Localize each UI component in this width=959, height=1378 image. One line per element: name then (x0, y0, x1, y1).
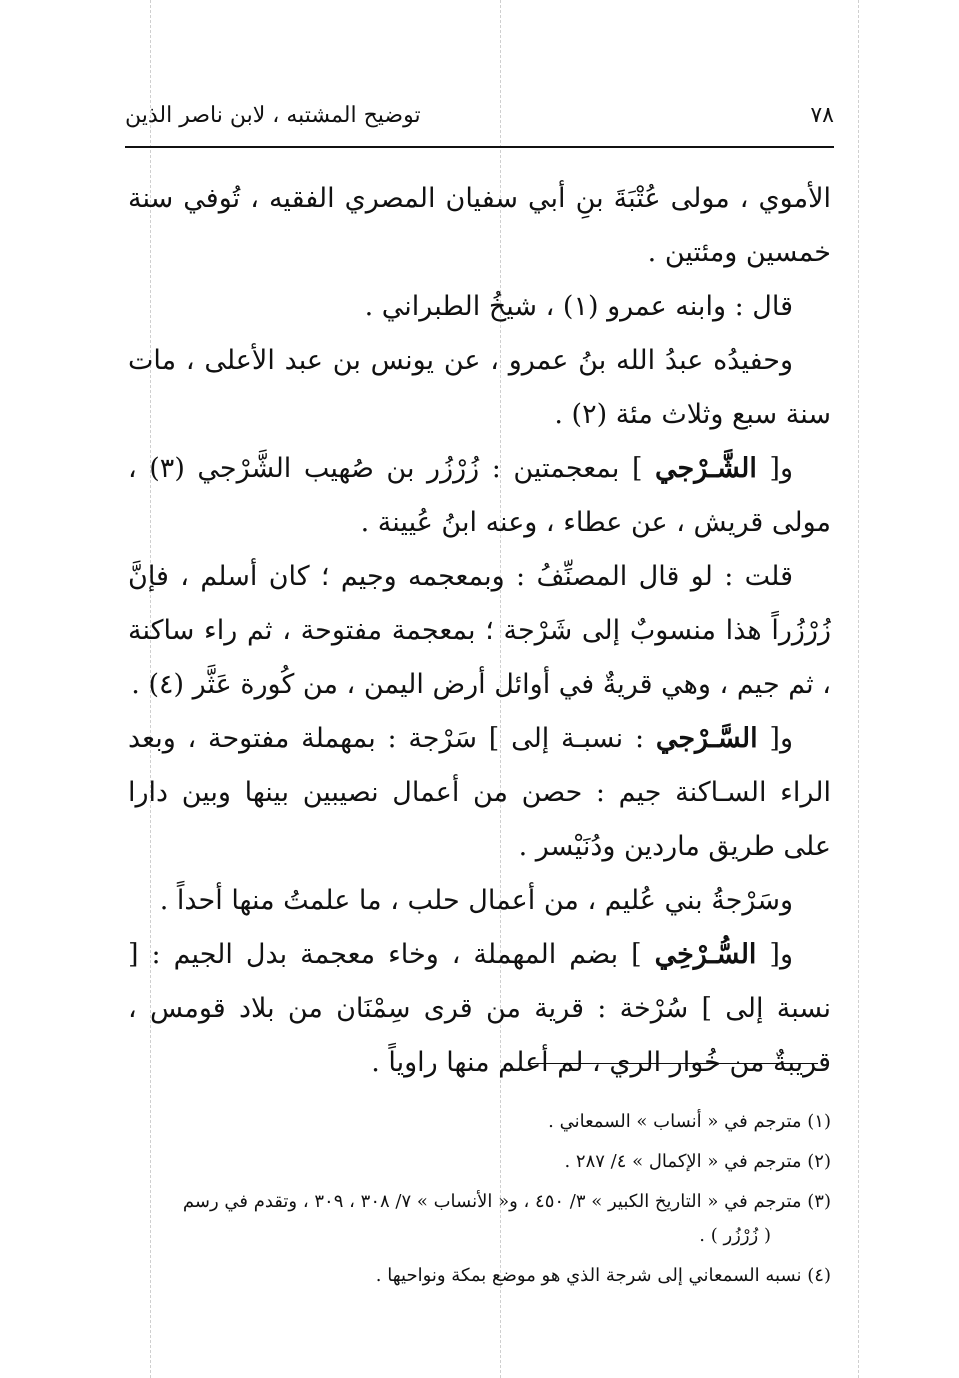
footnote: (٤) نسبه السمعاني إلى شرجة الذي هو موضع بمكة ونواحيها . (375, 1265, 831, 1286)
paragraph: وحفيدُه عبدُ الله بنُ عمرو ، عن يونس بن عبد الأعلى ، مات سنة سبع وثلاث مئة (٢) . (128, 345, 831, 430)
footnote-rule (528, 1063, 818, 1064)
footnote-main: (٣) مترجم في « التاريخ الكبير » ٣/ ٤٥٠ ، و« الأنساب » ٧/ ٣٠٨ ، ٣٠٩ ، وتقدم في رسم (182, 1191, 831, 1212)
entry-term: السَّـرْجي (655, 723, 758, 754)
entry-term: الشَّـرْجي (655, 453, 757, 484)
footnotes (128, 1105, 831, 1299)
footnote: (٢) مترجم في « الإكمال » ٤/ ٢٨٧ . (564, 1151, 831, 1172)
header-rule (125, 146, 834, 148)
entry-text: ] بضم المهملة ، وخاء معجمة بدل الجيم : [ نسبة إلى ] سُرْخة : قرية من قرى سِمْنَان من بلاد قومس ، قريبةٌ من خُوار الري ، لم أعلم منها راوياً . (128, 939, 831, 1078)
paragraph: الأموي ، مولى عُتْبَةَ بنِ أبي سفيان المصري الفقيه ، تُوفي سنة خمسين ومئتين . (128, 183, 831, 268)
footnote: (١) مترجم في « أنساب » السمعاني . (548, 1111, 831, 1132)
bracket-open: و[ (769, 723, 793, 754)
running-title: توضيح المشتبه ، لابن ناصر الذين (125, 102, 421, 128)
scan-artifact-line (858, 0, 859, 1378)
paragraph: قلت : لو قال المصنِّفُ : وبمعجمه وجيم ؛ كان أسلم ، فإنَّ زُرْزُراً هذا منسوبٌ إلى شَرْجة ؛ بمعجمة مفتوحة ، ثم راء ساكنة ، ثم جيم ، وهي قريةٌ في أوائل أرض اليمن ، من كُورة عَثَّر (٤) . (128, 561, 831, 700)
entry-text: : نسبـة إلى ] سَرْجة : بمهملة مفتوحة ، وبعد الراء السـاكنة جيم : حصن من أعمال نصيبين بينها وبين دارا على طريق ماردين ودُنَيْسر . (128, 723, 831, 862)
paragraph (128, 712, 831, 874)
page-number: ٧٨ (810, 102, 834, 128)
page-header (125, 95, 834, 135)
bracket-open: و[ (769, 453, 793, 484)
paragraph: وسَرْجةُ بني عُليم ، من أعمال حلب ، ما علمتُ منها أحداً . (159, 885, 793, 916)
paragraph (128, 928, 831, 1090)
entry-text: ] بمعجمتين : زُرْزُر بن صُهيب الشَّرْجي (٣) ، مولى قريش ، عن عطاء ، وعنه ابنُ عُيينة . (128, 453, 831, 538)
paragraph (128, 442, 831, 550)
paragraph: قال : وابنه عمرو (١) ، شيخُ الطبراني . (364, 291, 793, 322)
footnote-continuation: ( زُرْزُر ) . (699, 1225, 771, 1246)
entry-term: السُّـرْخِي (654, 939, 757, 970)
bracket-open: و[ (769, 939, 793, 970)
footnote (128, 1185, 831, 1253)
main-text (128, 172, 831, 1090)
